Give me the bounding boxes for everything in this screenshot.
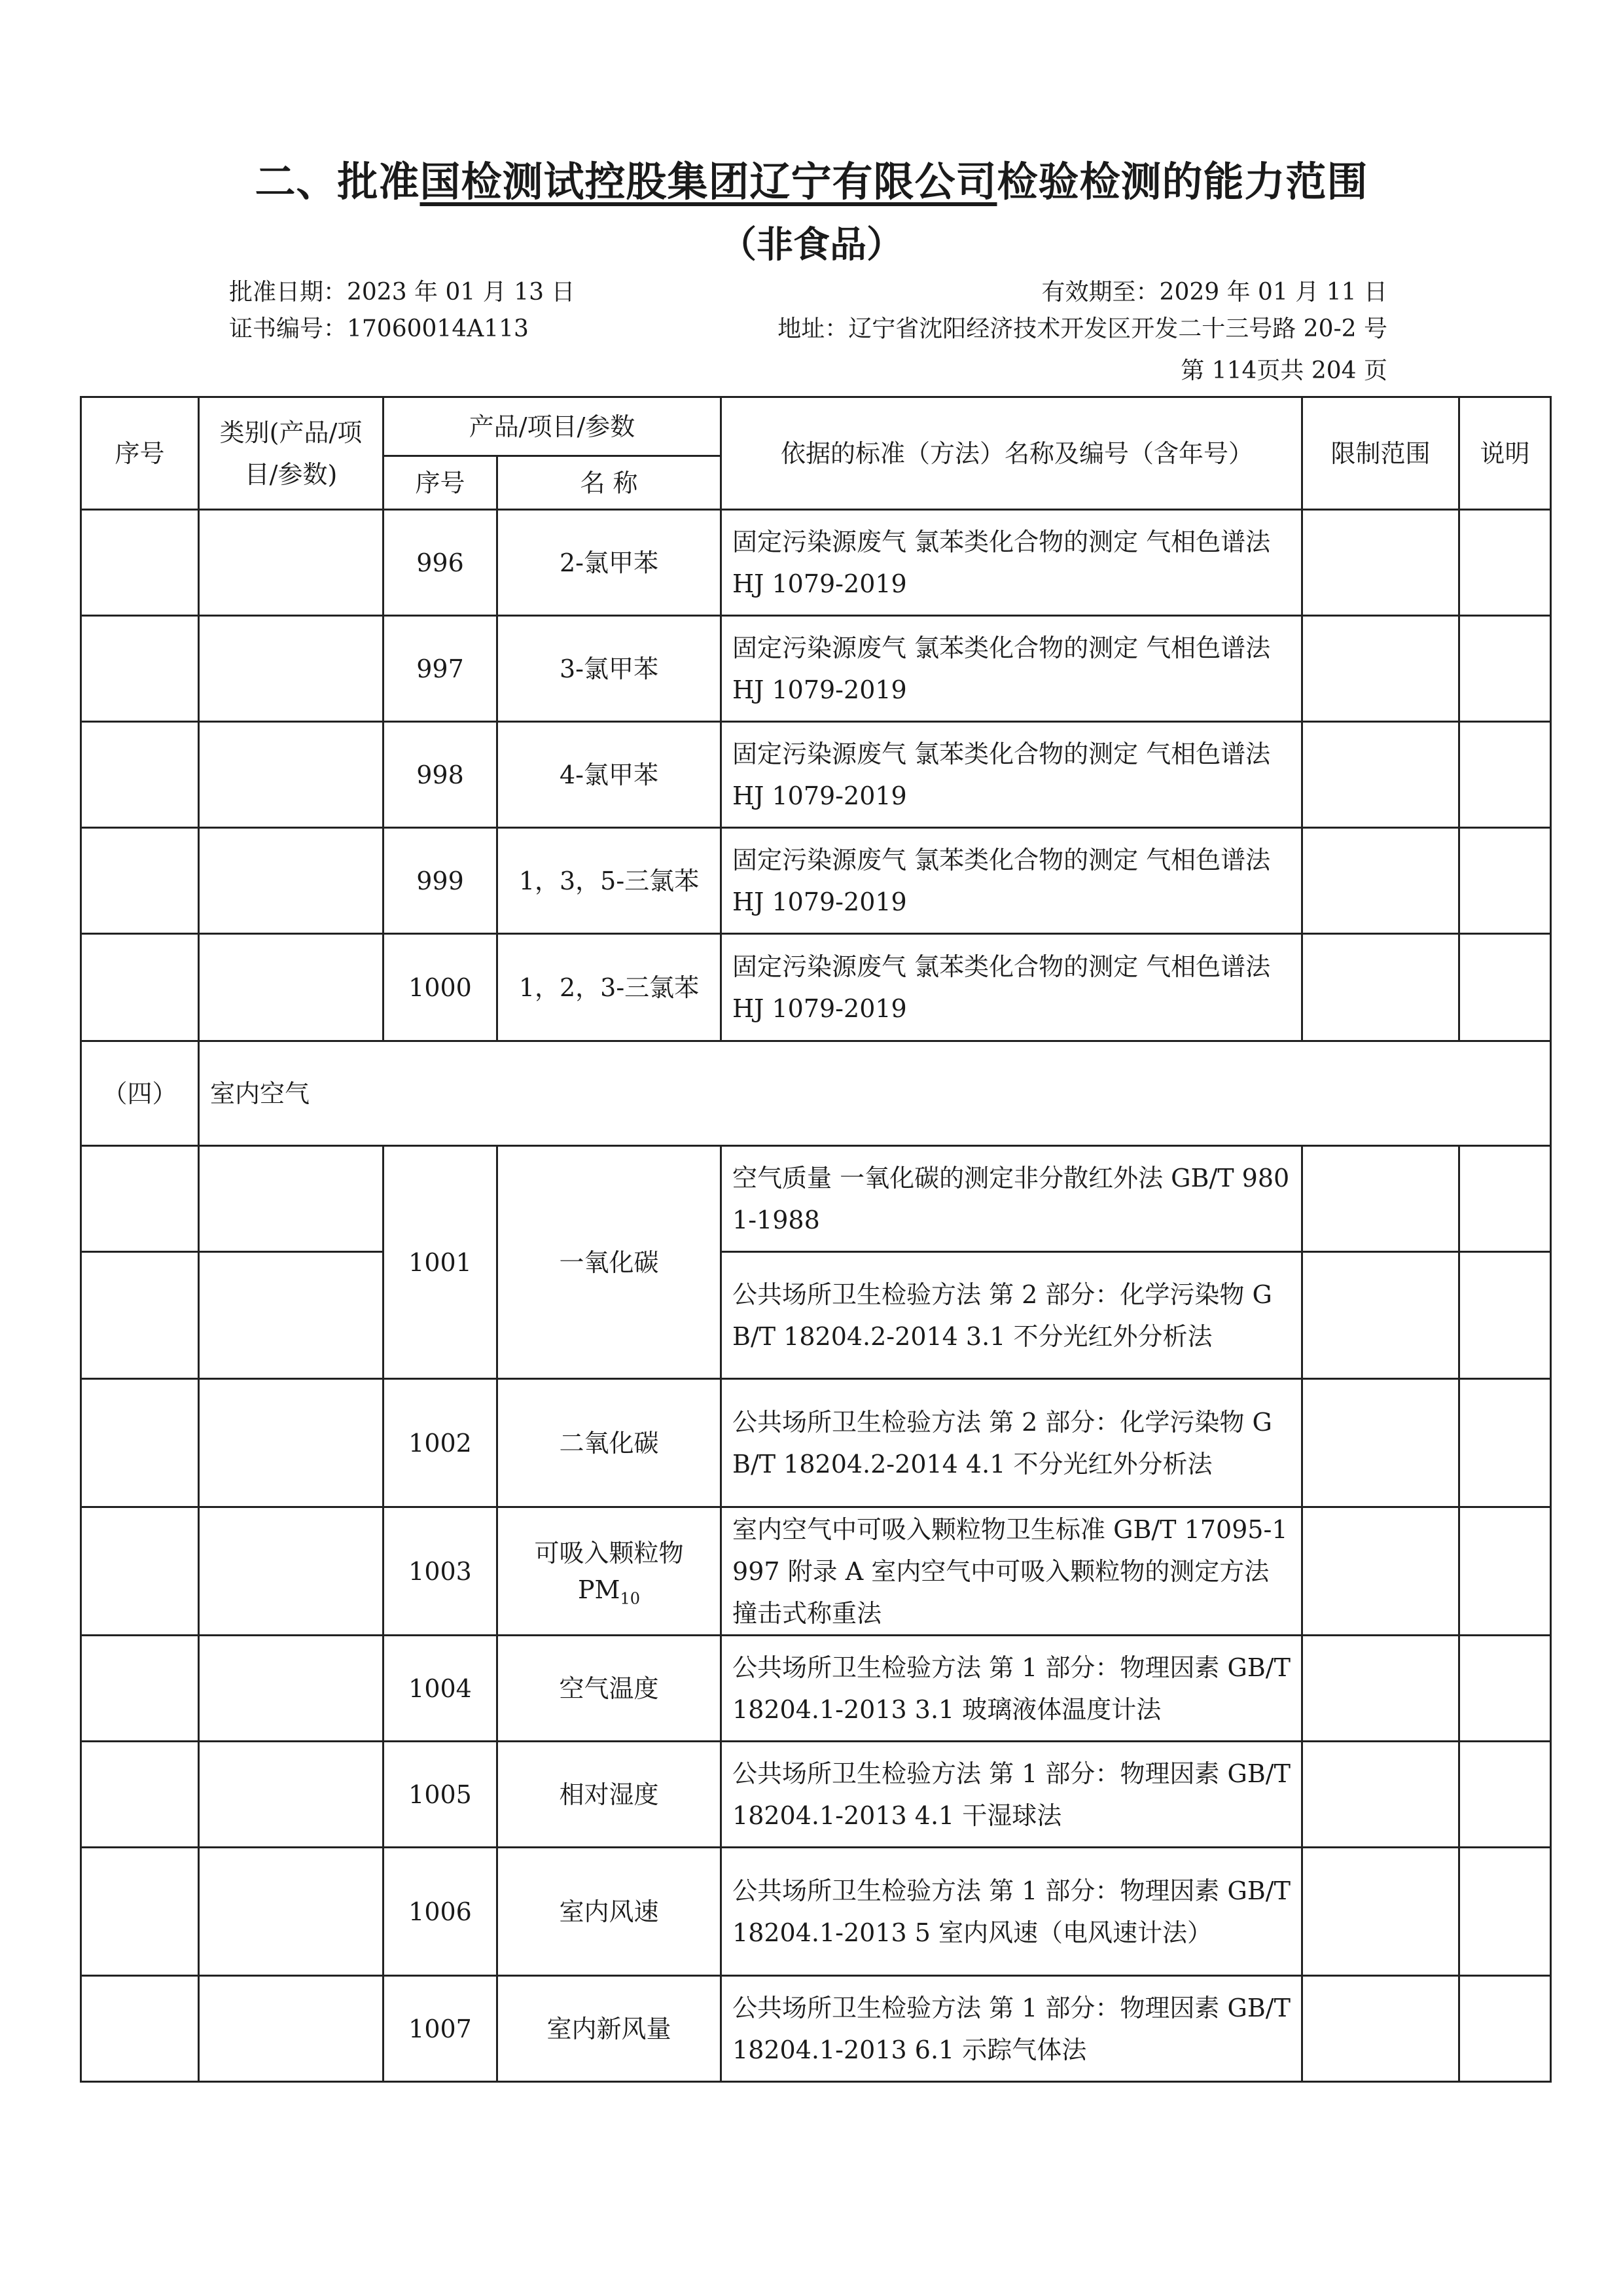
item-name: 空气温度 (497, 1636, 721, 1742)
page-title (0, 149, 1623, 207)
table-row (81, 828, 1551, 934)
item-limit (1302, 1976, 1459, 2082)
item-note (1459, 1636, 1551, 1742)
table-row (81, 1636, 1551, 1742)
item-name-cell (497, 1507, 721, 1636)
certificate-number: 证书编号：17060014A113 (229, 315, 529, 342)
item-name: 室内新风量 (497, 1976, 721, 2082)
item-limit (1302, 1507, 1459, 1636)
item-seq: 1003 (383, 1507, 497, 1636)
item-limit (1302, 934, 1459, 1041)
header-seq: 序号 (81, 397, 199, 510)
item-limit (1302, 828, 1459, 934)
table-row (81, 934, 1551, 1041)
header-item-seq: 序号 (383, 456, 497, 510)
cell-empty (199, 722, 383, 828)
cell-empty (199, 1636, 383, 1742)
item-standard: 空气质量 一氧化碳的测定非分散红外法 GB/T 9801-1988 (721, 1146, 1302, 1252)
table-row (81, 616, 1551, 722)
item-seq: 1001 (383, 1146, 497, 1379)
table-row (81, 1976, 1551, 2082)
table-row (81, 1742, 1551, 1848)
item-standard: 公共场所卫生检验方法 第 2 部分：化学污染物 GB/T 18204.2-2014 4.1 不分光红外分析法 (721, 1379, 1302, 1507)
item-name: 可吸入颗粒物 (534, 1538, 684, 1568)
item-limit (1302, 616, 1459, 722)
cell-empty (81, 1848, 199, 1976)
cell-empty (81, 1379, 199, 1507)
header-category: 类别(产品/项目/参数) (199, 397, 383, 510)
item-note (1459, 828, 1551, 934)
item-note (1459, 510, 1551, 616)
page-number: 第 114页共 204 页 (1181, 357, 1387, 384)
header-item-group: 产品/项目/参数 (383, 397, 721, 456)
page-subtitle: （非食品） (720, 224, 903, 266)
section-number: （四） (81, 1041, 199, 1146)
header-standard: 依据的标准（方法）名称及编号（含年号） (721, 397, 1302, 510)
valid-until: 有效期至：2029 年 01 月 11 日 (1041, 279, 1387, 306)
item-standard: 固定污染源废气 氯苯类化合物的测定 气相色谱法 HJ 1079-2019 (721, 510, 1302, 616)
item-seq: 1006 (383, 1848, 497, 1976)
item-seq: 1002 (383, 1379, 497, 1507)
table-row (81, 1507, 1551, 1636)
item-standard: 固定污染源废气 氯苯类化合物的测定 气相色谱法 HJ 1079-2019 (721, 616, 1302, 722)
item-name: 室内风速 (497, 1848, 721, 1976)
cell-empty (199, 1146, 383, 1252)
item-name-abbrev: PM (577, 1575, 620, 1604)
table-row (81, 1379, 1551, 1507)
item-note (1459, 1146, 1551, 1252)
cell-empty (81, 616, 199, 722)
item-note (1459, 1976, 1551, 2082)
cell-empty (81, 1507, 199, 1636)
title-organization: 国检测试控股集团辽宁有限公司 (419, 158, 997, 206)
cell-empty (81, 1742, 199, 1848)
item-seq: 1005 (383, 1742, 497, 1848)
item-limit (1302, 510, 1459, 616)
item-note (1459, 1848, 1551, 1976)
cell-empty (81, 934, 199, 1041)
item-seq: 997 (383, 616, 497, 722)
cell-empty (199, 1848, 383, 1976)
item-standard: 公共场所卫生检验方法 第 1 部分：物理因素 GB/T 18204.1-2013 6.1 示踪气体法 (721, 1976, 1302, 2082)
item-standard: 公共场所卫生检验方法 第 1 部分：物理因素 GB/T 18204.1-2013 3.1 玻璃液体温度计法 (721, 1636, 1302, 1742)
cell-empty (81, 1636, 199, 1742)
item-standard: 公共场所卫生检验方法 第 1 部分：物理因素 GB/T 18204.1-2013 5 室内风速（电风速计法） (721, 1848, 1302, 1976)
section-row (81, 1041, 1551, 1146)
item-name: 1，3，5-三氯苯 (497, 828, 721, 934)
title-suffix: 检验检测的能力范围 (997, 158, 1368, 206)
cell-empty (81, 828, 199, 934)
item-standard: 固定污染源废气 氯苯类化合物的测定 气相色谱法 HJ 1079-2019 (721, 722, 1302, 828)
cell-empty (81, 1252, 199, 1379)
item-name: 2-氯甲苯 (497, 510, 721, 616)
item-note (1459, 1742, 1551, 1848)
cell-empty (199, 1379, 383, 1507)
cell-empty (199, 1976, 383, 2082)
item-note (1459, 1252, 1551, 1379)
item-seq: 1004 (383, 1636, 497, 1742)
cell-empty (199, 1507, 383, 1636)
table-row (81, 1848, 1551, 1976)
capability-table (80, 396, 1552, 2083)
table-row (81, 722, 1551, 828)
item-limit (1302, 1848, 1459, 1976)
header-limit: 限制范围 (1302, 397, 1459, 510)
cell-empty (199, 934, 383, 1041)
cell-empty (199, 616, 383, 722)
item-name: 1，2，3-三氯苯 (497, 934, 721, 1041)
item-seq: 998 (383, 722, 497, 828)
cell-empty (81, 510, 199, 616)
address: 地址：辽宁省沈阳经济技术开发区开发二十三号路 20-2 号 (777, 315, 1387, 342)
item-standard: 固定污染源废气 氯苯类化合物的测定 气相色谱法 HJ 1079-2019 (721, 828, 1302, 934)
item-name: 4-氯甲苯 (497, 722, 721, 828)
header-item-name: 名 称 (497, 456, 721, 510)
table-row (81, 510, 1551, 616)
item-name: 3-氯甲苯 (497, 616, 721, 722)
cell-empty (81, 1146, 199, 1252)
cell-empty (81, 1976, 199, 2082)
item-seq: 1000 (383, 934, 497, 1041)
table-row (81, 1252, 1551, 1379)
cell-empty (81, 722, 199, 828)
section-name: 室内空气 (199, 1041, 1551, 1146)
item-name: 相对湿度 (497, 1742, 721, 1848)
item-note (1459, 934, 1551, 1041)
cell-empty (199, 510, 383, 616)
item-note (1459, 1379, 1551, 1507)
title-prefix: 二、批准 (255, 158, 420, 206)
item-note (1459, 1507, 1551, 1636)
item-seq: 999 (383, 828, 497, 934)
header-note: 说明 (1459, 397, 1551, 510)
item-limit (1302, 1636, 1459, 1742)
item-limit (1302, 1742, 1459, 1848)
item-name-subscript: 10 (620, 1589, 641, 1608)
item-limit (1302, 722, 1459, 828)
item-name: 二氧化碳 (497, 1379, 721, 1507)
table-row (81, 1146, 1551, 1252)
cell-empty (199, 828, 383, 934)
item-standard: 公共场所卫生检验方法 第 1 部分：物理因素 GB/T 18204.1-2013 4.1 干湿球法 (721, 1742, 1302, 1848)
item-limit (1302, 1252, 1459, 1379)
item-seq: 996 (383, 510, 497, 616)
item-note (1459, 616, 1551, 722)
table-header-row (81, 397, 1551, 456)
cell-empty (199, 1252, 383, 1379)
item-standard: 公共场所卫生检验方法 第 2 部分：化学污染物 GB/T 18204.2-2014 3.1 不分光红外分析法 (721, 1252, 1302, 1379)
item-note (1459, 722, 1551, 828)
item-standard: 固定污染源废气 氯苯类化合物的测定 气相色谱法 HJ 1079-2019 (721, 934, 1302, 1041)
item-limit (1302, 1146, 1459, 1252)
item-limit (1302, 1379, 1459, 1507)
item-standard: 室内空气中可吸入颗粒物卫生标准 GB/T 17095-1997 附录 A 室内空气中可吸入颗粒物的测定方法 撞击式称重法 (721, 1507, 1302, 1636)
cell-empty (199, 1742, 383, 1848)
approval-date: 批准日期：2023 年 01 月 13 日 (229, 279, 575, 306)
item-seq: 1007 (383, 1976, 497, 2082)
item-name: 一氧化碳 (497, 1146, 721, 1379)
